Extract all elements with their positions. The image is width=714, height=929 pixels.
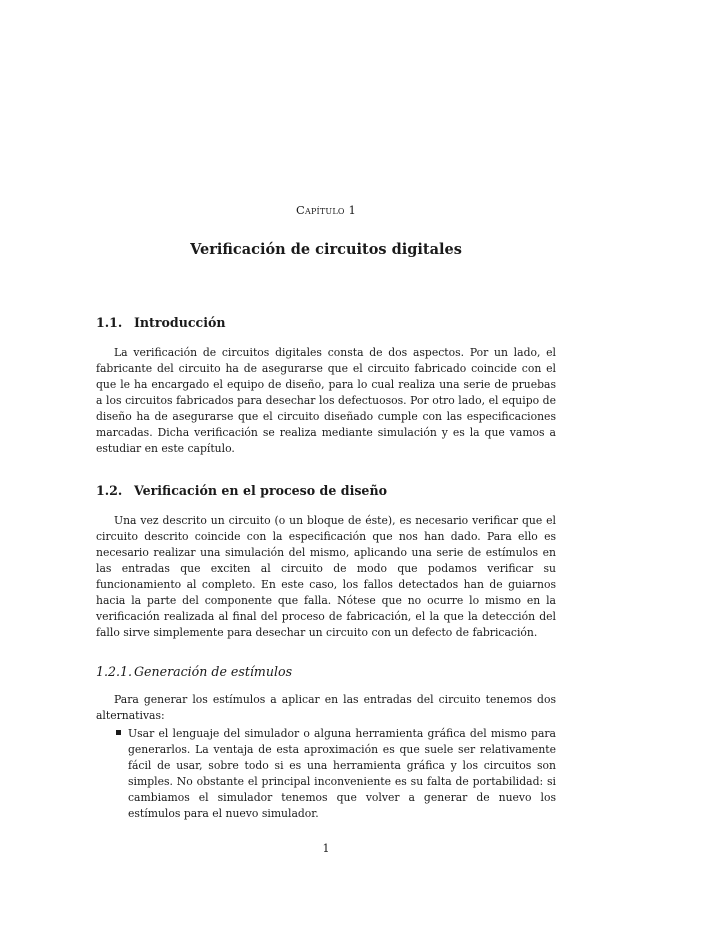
chapter-label-prefix: Capítulo bbox=[295, 203, 345, 217]
section-number: 1.1. bbox=[96, 315, 123, 330]
bullet-square-icon bbox=[116, 730, 121, 735]
section-paragraph-introduccion: La verificación de circuitos digitales consta de dos aspectos. Por un lado, el fabricante del circuito ha de asegurarse que el circuito fabricado coincide con el que le ha encargado el equipo de diseño, para lo cual realiza una serie de pruebas a los circuitos fabricados para desechar los defectuosos. Por otro lado, el equipo de diseño ha de asegurarse que el circuito diseñado cumple con las especificaciones marcadas. Dicha verificación se realiza mediante simulación y es la que vamos a estudiar en este capítulo. bbox=[96, 346, 556, 455]
document-page bbox=[96, 0, 556, 929]
list-item bbox=[96, 726, 556, 822]
chapter-title: Verificación de circuitos digitales bbox=[190, 241, 462, 258]
list-item-text: Usar el lenguaje del simulador o alguna herramienta gráfica del mismo para generarlos. La ventaja de esta aproximación es que suele ser relativamente fácil de usar, sobre todo si es una herramienta gráfica y los circuitos son simples. No obstante el principal inconveniente es su falta de portabilidad: si cambiamos el simulador tenemos que volver a generar de nuevo los estímulos para el nuevo simulador. bbox=[128, 727, 556, 820]
subsection-paragraph: Para generar los estímulos a aplicar en las entradas del circuito tenemos dos alternativas: bbox=[96, 693, 556, 722]
page-number: 1 bbox=[322, 842, 330, 855]
subsection-heading-generacion bbox=[96, 664, 556, 679]
chapter-label-number: 1 bbox=[348, 203, 357, 217]
section-heading-introduccion bbox=[96, 315, 556, 330]
section-title: Verificación en el proceso de diseño bbox=[134, 483, 388, 498]
chapter-label bbox=[96, 203, 556, 217]
subsection-number: 1.2.1. bbox=[96, 664, 133, 679]
section-number: 1.2. bbox=[96, 483, 123, 498]
subsection-title: Generación de estímulos bbox=[134, 664, 293, 679]
section-heading-verificacion bbox=[96, 483, 556, 498]
section-paragraph-verificacion: Una vez descrito un circuito (o un bloque de éste), es necesario verificar que el circuito descrito coincide con la especificación que nos han dado. Para ello es necesario realizar una simulación del mismo, aplicando una serie de estímulos en las entradas que exciten al circuito de modo que podamos verificar su funcionamiento al completo. En este caso, los fallos detectados han de guiarnos hacia la parte del componente que falla. Nótese que no ocurre lo mismo en la verificación realizada al final del proceso de fabricación, el la que la detección del fallo sirve simplemente para desechar un circuito con un defecto de fabricación. bbox=[96, 514, 556, 639]
section-title: Introducción bbox=[134, 315, 226, 330]
